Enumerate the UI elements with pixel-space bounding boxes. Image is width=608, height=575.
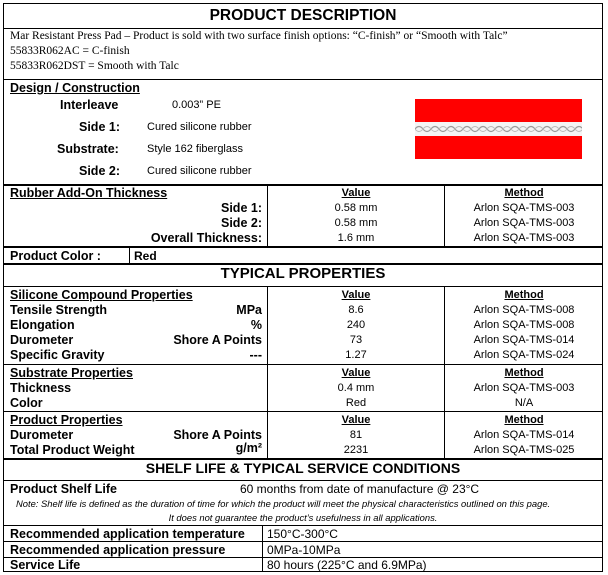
method-header: Method bbox=[504, 367, 544, 379]
substrate-value-thickness: 0.4 mm bbox=[337, 382, 375, 394]
silicone-method-durometer: Arlon SQA-TMS-014 bbox=[473, 334, 575, 346]
product-method-weight: Arlon SQA-TMS-025 bbox=[473, 444, 575, 456]
divider bbox=[4, 541, 602, 542]
shelf-life-label: Product Shelf Life bbox=[10, 482, 117, 496]
construction-diagram bbox=[415, 99, 582, 159]
silicone-unit-gravity: --- bbox=[249, 348, 262, 362]
silicone-value-tensile: 8.6 bbox=[348, 304, 364, 316]
design-label-interleave: Interleave bbox=[60, 98, 119, 112]
silicone-method-elongation: Arlon SQA-TMS-008 bbox=[473, 319, 575, 331]
shelf-life-note: Note: Shelf life is defined as the duration of time for which the product will meet the physical characteristics outlined on this page. bbox=[16, 498, 551, 509]
silicone-method-gravity: Arlon SQA-TMS-024 bbox=[473, 349, 575, 361]
shelf-life-value: 60 months from date of manufacture @ 23°C bbox=[240, 482, 480, 496]
addon-method-side2: Arlon SQA-TMS-003 bbox=[473, 217, 575, 229]
design-label-side2: Side 2: bbox=[79, 164, 120, 178]
silicone-label-durometer: Durometer bbox=[10, 333, 74, 347]
shelf-life-note-2: It does not guarantee the product’s usefulness in all applications. bbox=[168, 512, 438, 523]
silicone-unit-tensile: MPa bbox=[236, 303, 262, 317]
product-color-label: Product Color : bbox=[10, 249, 101, 263]
value-header: Value bbox=[341, 187, 371, 199]
design-value-side1: Cured silicone rubber bbox=[147, 121, 252, 133]
substrate-value-color: Red bbox=[345, 397, 367, 409]
design-label-substrate: Substrate: bbox=[57, 142, 119, 156]
service-life-value: 80 hours (225°C and 6.9MPa) bbox=[267, 558, 427, 572]
divider bbox=[4, 79, 602, 80]
product-label-durometer: Durometer bbox=[10, 428, 74, 442]
divider bbox=[4, 246, 602, 248]
divider bbox=[4, 286, 602, 287]
substrate-method-thickness: Arlon SQA-TMS-003 bbox=[473, 382, 575, 394]
product-value-weight: 2231 bbox=[343, 444, 369, 456]
fiberglass-layer bbox=[415, 122, 582, 136]
product-data-sheet bbox=[3, 3, 603, 572]
value-header: Value bbox=[341, 289, 371, 301]
silicone-value-durometer: 73 bbox=[349, 334, 363, 346]
value-header: Value bbox=[341, 414, 371, 426]
silicone-method-tensile: Arlon SQA-TMS-008 bbox=[473, 304, 575, 316]
product-method-durometer: Arlon SQA-TMS-014 bbox=[473, 429, 575, 441]
application-pressure-label: Recommended application pressure bbox=[10, 543, 226, 557]
silicone-label-gravity: Specific Gravity bbox=[10, 348, 105, 362]
product-unit-durometer: Shore A Points bbox=[173, 428, 262, 442]
divider bbox=[4, 28, 602, 29]
silicone-value-elongation: 240 bbox=[346, 319, 366, 331]
column-divider bbox=[444, 286, 445, 458]
substrate-label-thickness: Thickness bbox=[10, 381, 72, 395]
design-value-interleave: 0.003” PE bbox=[172, 99, 221, 111]
side1-rubber-layer bbox=[415, 99, 582, 122]
application-pressure-value: 0MPa-10MPa bbox=[267, 543, 341, 557]
side2-rubber-layer bbox=[415, 136, 582, 159]
addon-value-overall: 1.6 mm bbox=[337, 232, 375, 244]
typical-properties-title: TYPICAL PROPERTIES bbox=[220, 265, 386, 282]
application-temperature-label: Recommended application temperature bbox=[10, 527, 245, 541]
value-header: Value bbox=[341, 367, 371, 379]
substrate-heading: Substrate Properties bbox=[10, 366, 133, 380]
product-color-value: Red bbox=[134, 249, 157, 263]
method-header: Method bbox=[504, 414, 544, 426]
product-props-heading: Product Properties bbox=[10, 413, 123, 427]
intro-line-1: Mar Resistant Press Pad – Product is sold with two surface finish options: “C-finish” or “Smooth with Talc” bbox=[10, 30, 508, 42]
product-unit-weight: g/m² bbox=[235, 441, 262, 455]
silicone-label-elongation: Elongation bbox=[10, 318, 75, 332]
intro-line-2: 55833R062AC = C-finish bbox=[10, 45, 130, 57]
silicone-unit-elongation: % bbox=[250, 318, 262, 332]
addon-value-side1: 0.58 mm bbox=[334, 202, 378, 214]
silicone-value-gravity: 1.27 bbox=[345, 349, 367, 361]
substrate-label-color: Color bbox=[10, 396, 43, 410]
divider bbox=[4, 411, 602, 412]
product-value-durometer: 81 bbox=[349, 429, 363, 441]
divider bbox=[4, 480, 602, 481]
addon-label-side2: Side 2: bbox=[221, 216, 262, 230]
silicone-heading: Silicone Compound Properties bbox=[10, 288, 193, 302]
service-life-label: Service Life bbox=[10, 558, 81, 572]
column-divider bbox=[444, 184, 445, 246]
column-divider bbox=[129, 246, 130, 263]
page-title: PRODUCT DESCRIPTION bbox=[209, 7, 397, 24]
design-value-side2: Cured silicone rubber bbox=[147, 165, 252, 177]
substrate-method-color: N/A bbox=[514, 397, 534, 409]
silicone-unit-durometer: Shore A Points bbox=[173, 333, 262, 347]
method-header: Method bbox=[504, 187, 544, 199]
column-divider bbox=[267, 184, 268, 246]
addon-label-side1: Side 1: bbox=[221, 201, 262, 215]
addon-label-overall: Overall Thickness: bbox=[150, 231, 262, 245]
method-header: Method bbox=[504, 289, 544, 301]
addon-method-side1: Arlon SQA-TMS-003 bbox=[473, 202, 575, 214]
product-label-weight: Total Product Weight bbox=[10, 443, 135, 457]
column-divider bbox=[262, 525, 263, 571]
divider bbox=[4, 525, 602, 526]
design-label-side1: Side 1: bbox=[79, 120, 120, 134]
addon-value-side2: 0.58 mm bbox=[334, 217, 378, 229]
design-value-substrate: Style 162 fiberglass bbox=[147, 143, 243, 155]
divider bbox=[4, 364, 602, 365]
design-heading: Design / Construction bbox=[10, 81, 140, 95]
shelf-life-title: SHELF LIFE & TYPICAL SERVICE CONDITIONS bbox=[145, 460, 461, 476]
silicone-label-tensile: Tensile Strength bbox=[10, 303, 108, 317]
intro-line-3: 55833R062DST = Smooth with Talc bbox=[10, 60, 179, 72]
column-divider bbox=[267, 286, 268, 458]
addon-method-overall: Arlon SQA-TMS-003 bbox=[473, 232, 575, 244]
application-temperature-value: 150°C-300°C bbox=[267, 527, 338, 541]
rubber-addon-heading: Rubber Add-On Thickness bbox=[10, 186, 168, 200]
